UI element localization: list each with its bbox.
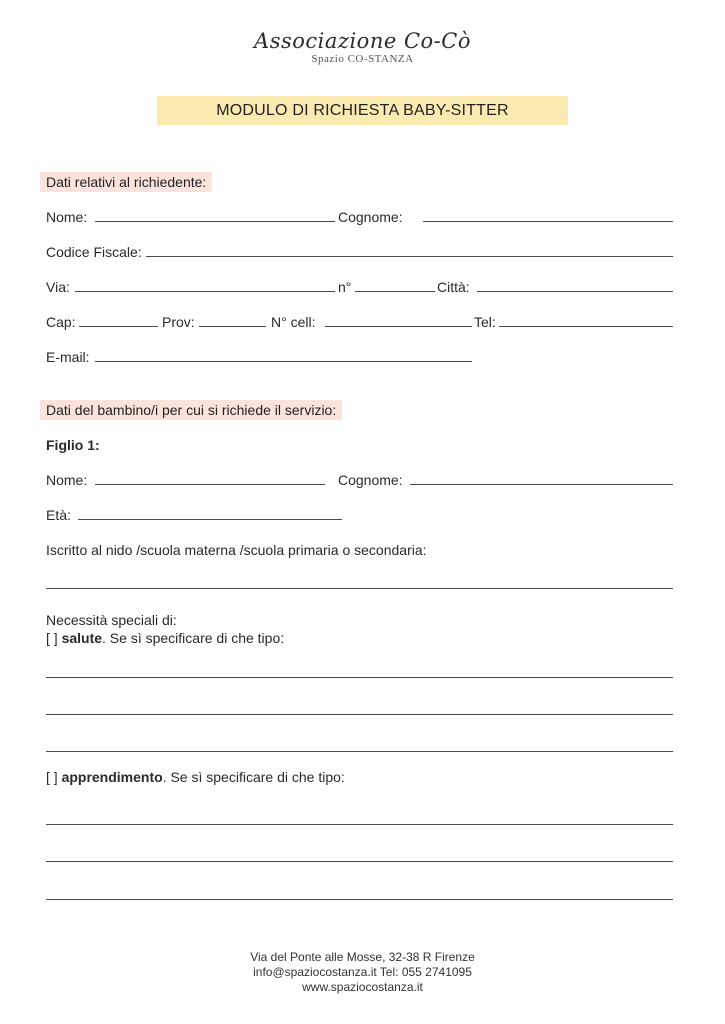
association-logo-subtitle: [0, 53, 725, 65]
apprendimento-instructions: . Se sì specificare di che tipo:: [162, 769, 345, 785]
apprendimento-detail-line[interactable]: [46, 899, 673, 900]
child-nome-field[interactable]: [95, 484, 325, 485]
footer-website[interactable]: www.spaziocostanza.it: [302, 980, 423, 994]
cap-field[interactable]: [79, 326, 158, 327]
form-title: MODULO DI RICHIESTA BABY-SITTER: [157, 96, 568, 125]
tel-label: Tel:: [474, 314, 496, 330]
child-cognome-field[interactable]: [410, 484, 673, 485]
requester-nome-field[interactable]: [95, 221, 335, 222]
salute-detail-line[interactable]: [46, 714, 673, 715]
via-label: Via:: [46, 279, 70, 295]
citta-label: Città:: [437, 279, 470, 295]
numero-label: n°: [338, 279, 352, 295]
requester-cognome-label: Cognome:: [338, 209, 403, 225]
child-nome-label: Nome:: [46, 472, 88, 488]
prov-field[interactable]: [199, 326, 266, 327]
necessita-label: Necessità speciali di:: [46, 612, 177, 628]
logo-sub-suffix: STANZA: [368, 53, 414, 65]
iscritto-label: Iscritto al nido /scuola materna /scuola primaria o secondaria:: [46, 542, 427, 558]
requester-nome-label: Nome:: [46, 209, 88, 225]
codice-fiscale-field[interactable]: [146, 256, 673, 257]
section-child: Dati del bambino/i per cui si richiede il servizio:: [40, 400, 342, 420]
footer-contacts: info@spaziocostanza.it Tel: 055 2741095: [253, 965, 472, 979]
eta-field[interactable]: [78, 519, 342, 520]
cap-label: Cap:: [46, 314, 76, 330]
citta-field[interactable]: [477, 291, 673, 292]
salute-detail-line[interactable]: [46, 751, 673, 752]
via-field[interactable]: [75, 291, 335, 292]
tel-field[interactable]: [499, 326, 673, 327]
section-requester: Dati relativi al richiedente:: [40, 172, 212, 192]
apprendimento-option: [46, 769, 345, 785]
footer-address: Via del Ponte alle Mosse, 32-38 R Firenze: [250, 950, 475, 964]
salute-detail-line[interactable]: [46, 677, 673, 678]
salute-checkbox[interactable]: [ ]: [46, 630, 58, 646]
iscritto-field[interactable]: [46, 588, 673, 589]
salute-label: salute: [61, 630, 103, 646]
eta-label: Età:: [46, 507, 71, 523]
figlio-label: Figlio 1:: [46, 437, 100, 453]
codice-fiscale-label: Codice Fiscale:: [46, 244, 142, 260]
apprendimento-detail-line[interactable]: [46, 824, 673, 825]
numero-field[interactable]: [355, 291, 435, 292]
association-logo-title: Associazione Co-Cò: [254, 29, 471, 53]
salute-instructions: . Se sì specificare di che tipo:: [102, 630, 285, 646]
logo-sub-prefix: Spazio CO: [311, 53, 364, 65]
cell-field[interactable]: [325, 326, 472, 327]
apprendimento-checkbox[interactable]: [ ]: [46, 769, 58, 785]
prov-label: Prov:: [162, 314, 195, 330]
email-field[interactable]: [95, 361, 472, 362]
cell-label: N° cell:: [271, 314, 316, 330]
email-label: E-mail:: [46, 349, 90, 365]
child-cognome-label: Cognome:: [338, 472, 403, 488]
apprendimento-detail-line[interactable]: [46, 861, 673, 862]
logo-sub-dash: -: [363, 53, 369, 65]
requester-cognome-field[interactable]: [423, 221, 673, 222]
salute-option: [46, 630, 284, 646]
apprendimento-label: apprendimento: [61, 769, 163, 785]
